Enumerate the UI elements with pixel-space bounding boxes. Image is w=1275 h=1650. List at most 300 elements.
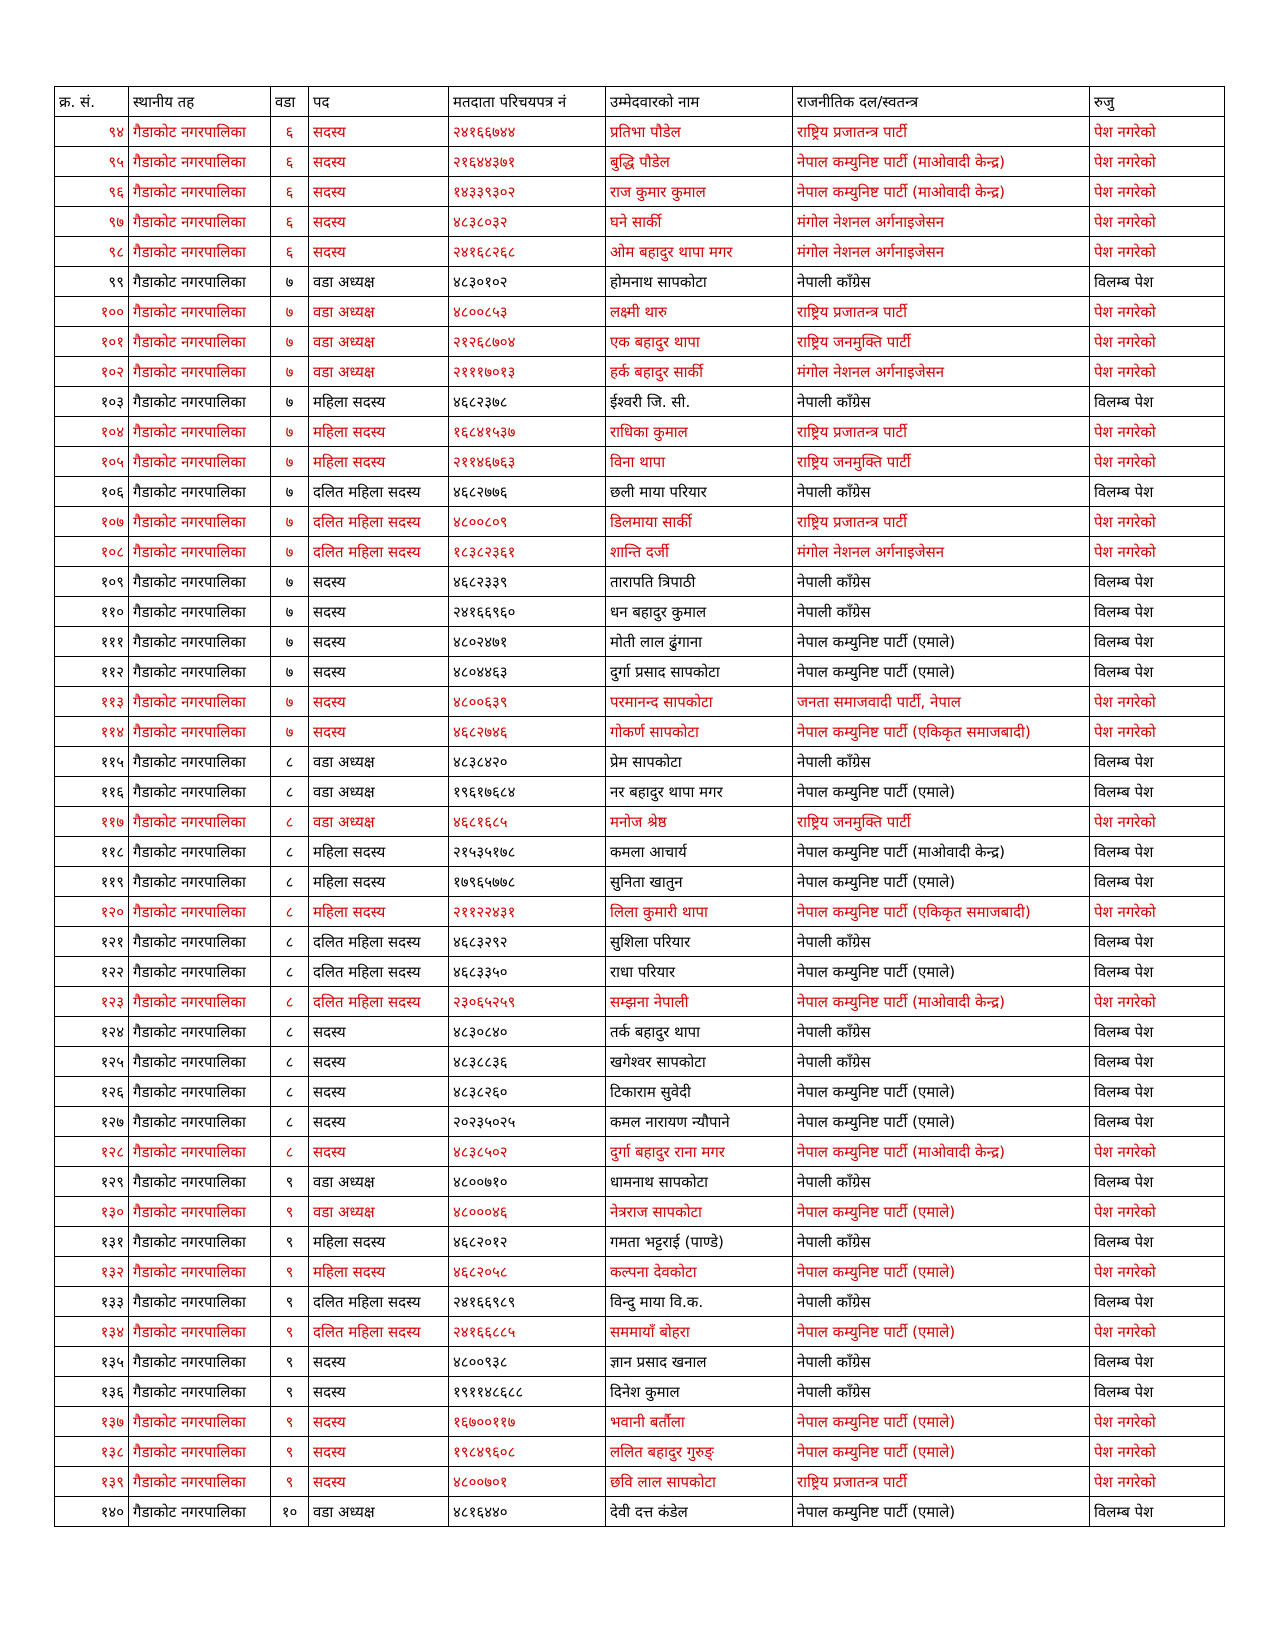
ward-cell: ९ (271, 1257, 309, 1287)
local-level-cell: गैडाकोट नगरपालिका (129, 1287, 271, 1317)
post-cell: दलित महिला सदस्य (309, 957, 449, 987)
ward-cell: ७ (271, 567, 309, 597)
table-row (55, 507, 1225, 537)
post-cell: सदस्य (309, 657, 449, 687)
candidate-name-cell: एक बहादुर थापा (606, 327, 793, 357)
status-cell: विलम्ब पेश (1090, 1167, 1225, 1197)
table-row (55, 1317, 1225, 1347)
party-cell: नेपाल कम्युनिष्ट पार्टी (एमाले) (793, 1107, 1090, 1137)
serial-cell: १२२ (55, 957, 129, 987)
voter-id-cell: ४६८१६८५ (449, 807, 606, 837)
voter-id-cell: ४८३८८३६ (449, 1047, 606, 1077)
party-cell: नेपाली काँग्रेस (793, 1377, 1090, 1407)
serial-cell: ११० (55, 597, 129, 627)
table-row (55, 1047, 1225, 1077)
post-cell: सदस्य (309, 597, 449, 627)
status-cell: पेश नगरेको (1090, 417, 1225, 447)
candidate-name-cell: दुर्गा बहादुर राना मगर (606, 1137, 793, 1167)
voter-id-cell: ४६८२०५८ (449, 1257, 606, 1287)
status-cell: विलम्ब पेश (1090, 627, 1225, 657)
header-local-level: स्थानीय तह (129, 87, 271, 117)
serial-cell: ९८ (55, 237, 129, 267)
header-party: राजनीतिक दल/स्वतन्त्र (793, 87, 1090, 117)
voter-id-cell: ४८३०८४० (449, 1017, 606, 1047)
voter-id-cell: ४६८२०१२ (449, 1227, 606, 1257)
status-cell: विलम्ब पेश (1090, 1287, 1225, 1317)
post-cell: सदस्य (309, 237, 449, 267)
candidate-name-cell: मोती लाल ढुंगाना (606, 627, 793, 657)
table-row (55, 177, 1225, 207)
local-level-cell: गैडाकोट नगरपालिका (129, 987, 271, 1017)
candidate-name-cell: हर्क बहादुर सार्की (606, 357, 793, 387)
ward-cell: १० (271, 1497, 309, 1527)
table-row (55, 1287, 1225, 1317)
party-cell: नेपाल कम्युनिष्ट पार्टी (एमाले) (793, 777, 1090, 807)
voter-id-cell: २१२६८७०४ (449, 327, 606, 357)
ward-cell: ७ (271, 387, 309, 417)
voter-id-cell: २१६४४३७१ (449, 147, 606, 177)
table-row (55, 927, 1225, 957)
serial-cell: १२४ (55, 1017, 129, 1047)
voter-id-cell: २३०६५२५९ (449, 987, 606, 1017)
voter-id-cell: ४८३८०३२ (449, 207, 606, 237)
candidate-name-cell: नर बहादुर थापा मगर (606, 777, 793, 807)
voter-id-cell: १६७००११७ (449, 1407, 606, 1437)
voter-id-cell: ४८००७०१ (449, 1467, 606, 1497)
local-level-cell: गैडाकोट नगरपालिका (129, 1467, 271, 1497)
ward-cell: ८ (271, 957, 309, 987)
ward-cell: ९ (271, 1197, 309, 1227)
candidate-name-cell: धन बहादुर कुमाल (606, 597, 793, 627)
party-cell: नेपाल कम्युनिष्ट पार्टी (एमाले) (793, 1077, 1090, 1107)
status-cell: पेश नगरेको (1090, 117, 1225, 147)
ward-cell: ८ (271, 747, 309, 777)
ward-cell: ७ (271, 297, 309, 327)
serial-cell: १२६ (55, 1077, 129, 1107)
voter-id-cell: ४८१६४४० (449, 1497, 606, 1527)
post-cell: दलित महिला सदस्य (309, 477, 449, 507)
table-row (55, 807, 1225, 837)
candidate-name-cell: विन्दु माया वि.क. (606, 1287, 793, 1317)
table-row (55, 477, 1225, 507)
ward-cell: ९ (271, 1467, 309, 1497)
candidate-name-cell: दुर्गा प्रसाद सापकोटा (606, 657, 793, 687)
post-cell: सदस्य (309, 567, 449, 597)
candidate-name-cell: गमता भट्टराई (पाण्डे) (606, 1227, 793, 1257)
candidate-name-cell: सममायाँ बोहरा (606, 1317, 793, 1347)
candidate-list-document (54, 86, 1224, 1527)
party-cell: मंगोल नेशनल अर्गनाइजेसन (793, 207, 1090, 237)
status-cell: पेश नगरेको (1090, 327, 1225, 357)
party-cell: राष्ट्रिय प्रजातन्त्र पार्टी (793, 297, 1090, 327)
party-cell: नेपाल कम्युनिष्ट पार्टी (एमाले) (793, 867, 1090, 897)
local-level-cell: गैडाकोट नगरपालिका (129, 327, 271, 357)
post-cell: वडा अध्यक्ष (309, 807, 449, 837)
local-level-cell: गैडाकोट नगरपालिका (129, 1407, 271, 1437)
post-cell: सदस्य (309, 1467, 449, 1497)
post-cell: सदस्य (309, 717, 449, 747)
status-cell: पेश नगरेको (1090, 507, 1225, 537)
table-row (55, 867, 1225, 897)
local-level-cell: गैडाकोट नगरपालिका (129, 807, 271, 837)
voter-id-cell: १८३८२३६१ (449, 537, 606, 567)
local-level-cell: गैडाकोट नगरपालिका (129, 1197, 271, 1227)
serial-cell: १०७ (55, 507, 129, 537)
table-row (55, 567, 1225, 597)
post-cell: महिला सदस्य (309, 417, 449, 447)
ward-cell: ८ (271, 1077, 309, 1107)
post-cell: महिला सदस्य (309, 897, 449, 927)
party-cell: नेपाल कम्युनिष्ट पार्टी (माओवादी केन्द्र) (793, 177, 1090, 207)
serial-cell: १०० (55, 297, 129, 327)
local-level-cell: गैडाकोट नगरपालिका (129, 567, 271, 597)
voter-id-cell: ४६८३३५० (449, 957, 606, 987)
voter-id-cell: ४८३८४२० (449, 747, 606, 777)
post-cell: दलित महिला सदस्य (309, 987, 449, 1017)
status-cell: विलम्ब पेश (1090, 1497, 1225, 1527)
party-cell: नेपाली काँग्रेस (793, 1047, 1090, 1077)
post-cell: सदस्य (309, 1077, 449, 1107)
serial-cell: १३१ (55, 1227, 129, 1257)
candidate-name-cell: नेत्रराज सापकोटा (606, 1197, 793, 1227)
candidate-name-cell: डिलमाया सार्की (606, 507, 793, 537)
local-level-cell: गैडाकोट नगरपालिका (129, 1437, 271, 1467)
local-level-cell: गैडाकोट नगरपालिका (129, 1047, 271, 1077)
serial-cell: ११५ (55, 747, 129, 777)
voter-id-cell: २११४६७६३ (449, 447, 606, 477)
party-cell: नेपाल कम्युनिष्ट पार्टी (माओवादी केन्द्र) (793, 837, 1090, 867)
party-cell: राष्ट्रिय प्रजातन्त्र पार्टी (793, 507, 1090, 537)
party-cell: नेपाल कम्युनिष्ट पार्टी (एमाले) (793, 1497, 1090, 1527)
serial-cell: १०३ (55, 387, 129, 417)
serial-cell: ११९ (55, 867, 129, 897)
ward-cell: ९ (271, 1227, 309, 1257)
post-cell: सदस्य (309, 117, 449, 147)
post-cell: सदस्य (309, 1047, 449, 1077)
status-cell: विलम्ब पेश (1090, 1047, 1225, 1077)
party-cell: नेपाली काँग्रेस (793, 747, 1090, 777)
party-cell: नेपाल कम्युनिष्ट पार्टी (माओवादी केन्द्र) (793, 1137, 1090, 1167)
candidate-name-cell: विना थापा (606, 447, 793, 477)
ward-cell: ८ (271, 897, 309, 927)
post-cell: वडा अध्यक्ष (309, 1497, 449, 1527)
party-cell: नेपाली काँग्रेस (793, 267, 1090, 297)
serial-cell: ९४ (55, 117, 129, 147)
serial-cell: १३६ (55, 1377, 129, 1407)
voter-id-cell: ४६८२७७६ (449, 477, 606, 507)
post-cell: सदस्य (309, 687, 449, 717)
ward-cell: ९ (271, 1167, 309, 1197)
post-cell: महिला सदस्य (309, 867, 449, 897)
post-cell: महिला सदस्य (309, 1227, 449, 1257)
party-cell: राष्ट्रिय जनमुक्ति पार्टी (793, 327, 1090, 357)
ward-cell: ६ (271, 117, 309, 147)
post-cell: वडा अध्यक्ष (309, 357, 449, 387)
table-row (55, 1377, 1225, 1407)
table-row (55, 777, 1225, 807)
candidate-name-cell: कमल नारायण न्यौपाने (606, 1107, 793, 1137)
ward-cell: ८ (271, 1107, 309, 1137)
local-level-cell: गैडाकोट नगरपालिका (129, 717, 271, 747)
local-level-cell: गैडाकोट नगरपालिका (129, 477, 271, 507)
table-row (55, 747, 1225, 777)
serial-cell: १०९ (55, 567, 129, 597)
candidate-name-cell: होमनाथ सापकोटा (606, 267, 793, 297)
table-row (55, 957, 1225, 987)
voter-id-cell: १४३३९३०२ (449, 177, 606, 207)
serial-cell: १३८ (55, 1437, 129, 1467)
party-cell: राष्ट्रिय जनमुक्ति पार्टी (793, 447, 1090, 477)
table-row (55, 537, 1225, 567)
post-cell: सदस्य (309, 1407, 449, 1437)
post-cell: सदस्य (309, 1437, 449, 1467)
voter-id-cell: ४६८२३३९ (449, 567, 606, 597)
local-level-cell: गैडाकोट नगरपालिका (129, 1167, 271, 1197)
candidate-name-cell: कमला आचार्य (606, 837, 793, 867)
table-row (55, 1497, 1225, 1527)
status-cell: पेश नगरेको (1090, 1257, 1225, 1287)
status-cell: पेश नगरेको (1090, 1317, 1225, 1347)
ward-cell: ९ (271, 1377, 309, 1407)
serial-cell: १२५ (55, 1047, 129, 1077)
serial-cell: ९५ (55, 147, 129, 177)
local-level-cell: गैडाकोट नगरपालिका (129, 207, 271, 237)
party-cell: राष्ट्रिय प्रजातन्त्र पार्टी (793, 417, 1090, 447)
post-cell: दलित महिला सदस्य (309, 507, 449, 537)
status-cell: पेश नगरेको (1090, 147, 1225, 177)
table-row (55, 207, 1225, 237)
ward-cell: ९ (271, 1287, 309, 1317)
party-cell: नेपाली काँग्रेस (793, 927, 1090, 957)
party-cell: नेपाली काँग्रेस (793, 567, 1090, 597)
serial-cell: १०५ (55, 447, 129, 477)
ward-cell: ७ (271, 327, 309, 357)
voter-id-cell: ४८०२४७१ (449, 627, 606, 657)
local-level-cell: गैडाकोट नगरपालिका (129, 177, 271, 207)
local-level-cell: गैडाकोट नगरपालिका (129, 387, 271, 417)
serial-cell: १२३ (55, 987, 129, 1017)
local-level-cell: गैडाकोट नगरपालिका (129, 1077, 271, 1107)
table-row (55, 1167, 1225, 1197)
status-cell: पेश नगरेको (1090, 357, 1225, 387)
party-cell: नेपाल कम्युनिष्ट पार्टी (एकिकृत समाजबादी) (793, 717, 1090, 747)
status-cell: विलम्ब पेश (1090, 1377, 1225, 1407)
serial-cell: ११३ (55, 687, 129, 717)
party-cell: नेपाल कम्युनिष्ट पार्टी (एमाले) (793, 1407, 1090, 1437)
voter-id-cell: ४८००८०९ (449, 507, 606, 537)
voter-id-cell: ४८०४४६३ (449, 657, 606, 687)
voter-id-cell: २१११७०१३ (449, 357, 606, 387)
ward-cell: ७ (271, 687, 309, 717)
table-row (55, 447, 1225, 477)
status-cell: पेश नगरेको (1090, 537, 1225, 567)
ward-cell: ८ (271, 807, 309, 837)
local-level-cell: गैडाकोट नगरपालिका (129, 1347, 271, 1377)
candidate-name-cell: शान्ति दर्जी (606, 537, 793, 567)
status-cell: विलम्ब पेश (1090, 387, 1225, 417)
local-level-cell: गैडाकोट नगरपालिका (129, 147, 271, 177)
table-row (55, 1437, 1225, 1467)
table-row (55, 327, 1225, 357)
status-cell: विलम्ब पेश (1090, 597, 1225, 627)
voter-id-cell: २४१६६९८९ (449, 1287, 606, 1317)
ward-cell: ७ (271, 357, 309, 387)
party-cell: नेपाल कम्युनिष्ट पार्टी (एमाले) (793, 1197, 1090, 1227)
header-serial: क्र. सं. (55, 87, 129, 117)
party-cell: नेपाली काँग्रेस (793, 1167, 1090, 1197)
local-level-cell: गैडाकोट नगरपालिका (129, 597, 271, 627)
status-cell: पेश नगरेको (1090, 1407, 1225, 1437)
table-row (55, 237, 1225, 267)
ward-cell: ८ (271, 1047, 309, 1077)
candidate-name-cell: ललित बहादुर गुरुङ् (606, 1437, 793, 1467)
post-cell: सदस्य (309, 207, 449, 237)
serial-cell: १२१ (55, 927, 129, 957)
serial-cell: १२९ (55, 1167, 129, 1197)
table-row (55, 1467, 1225, 1497)
post-cell: सदस्य (309, 177, 449, 207)
voter-id-cell: ४८००८५३ (449, 297, 606, 327)
candidate-name-cell: टिकाराम सुवेदी (606, 1077, 793, 1107)
status-cell: विलम्ब पेश (1090, 1107, 1225, 1137)
table-row (55, 267, 1225, 297)
status-cell: पेश नगरेको (1090, 1467, 1225, 1497)
candidate-name-cell: प्रतिभा पौडेल (606, 117, 793, 147)
status-cell: पेश नगरेको (1090, 237, 1225, 267)
candidate-name-cell: सुनिता खातुन (606, 867, 793, 897)
status-cell: पेश नगरेको (1090, 897, 1225, 927)
status-cell: विलम्ब पेश (1090, 1077, 1225, 1107)
post-cell: सदस्य (309, 627, 449, 657)
ward-cell: ६ (271, 207, 309, 237)
party-cell: मंगोल नेशनल अर्गनाइजेसन (793, 357, 1090, 387)
serial-cell: ९९ (55, 267, 129, 297)
table-row (55, 627, 1225, 657)
header-candidate-name: उम्मेदवारको नाम (606, 87, 793, 117)
serial-cell: १२८ (55, 1137, 129, 1167)
voter-id-cell: ४६८२३७८ (449, 387, 606, 417)
post-cell: सदस्य (309, 1347, 449, 1377)
local-level-cell: गैडाकोट नगरपालिका (129, 957, 271, 987)
local-level-cell: गैडाकोट नगरपालिका (129, 417, 271, 447)
party-cell: मंगोल नेशनल अर्गनाइजेसन (793, 237, 1090, 267)
serial-cell: ११७ (55, 807, 129, 837)
party-cell: नेपाली काँग्रेस (793, 477, 1090, 507)
ward-cell: ८ (271, 1017, 309, 1047)
party-cell: नेपाली काँग्रेस (793, 1227, 1090, 1257)
serial-cell: ११४ (55, 717, 129, 747)
party-cell: राष्ट्रिय जनमुक्ति पार्टी (793, 807, 1090, 837)
ward-cell: ७ (271, 657, 309, 687)
voter-id-cell: २४१६६९६० (449, 597, 606, 627)
candidate-name-cell: सम्झना नेपाली (606, 987, 793, 1017)
local-level-cell: गैडाकोट नगरपालिका (129, 1257, 271, 1287)
table-row (55, 1347, 1225, 1377)
serial-cell: ११८ (55, 837, 129, 867)
ward-cell: ६ (271, 147, 309, 177)
local-level-cell: गैडाकोट नगरपालिका (129, 447, 271, 477)
party-cell: नेपाल कम्युनिष्ट पार्टी (एमाले) (793, 1257, 1090, 1287)
table-row (55, 1197, 1225, 1227)
voter-id-cell: ४८३८२६० (449, 1077, 606, 1107)
candidate-name-cell: छली माया परियार (606, 477, 793, 507)
status-cell: विलम्ब पेश (1090, 837, 1225, 867)
candidate-name-cell: तारापति त्रिपाठी (606, 567, 793, 597)
serial-cell: ११२ (55, 657, 129, 687)
status-cell: पेश नगरेको (1090, 1137, 1225, 1167)
ward-cell: ७ (271, 477, 309, 507)
status-cell: पेश नगरेको (1090, 177, 1225, 207)
ward-cell: ८ (271, 1137, 309, 1167)
local-level-cell: गैडाकोट नगरपालिका (129, 777, 271, 807)
status-cell: पेश नगरेको (1090, 807, 1225, 837)
candidate-name-cell: परमानन्द सापकोटा (606, 687, 793, 717)
ward-cell: ७ (271, 507, 309, 537)
status-cell: पेश नगरेको (1090, 987, 1225, 1017)
serial-cell: १०२ (55, 357, 129, 387)
party-cell: नेपाल कम्युनिष्ट पार्टी (एमाले) (793, 1437, 1090, 1467)
status-cell: पेश नगरेको (1090, 1437, 1225, 1467)
local-level-cell: गैडाकोट नगरपालिका (129, 1227, 271, 1257)
candidate-table (54, 86, 1225, 1527)
candidate-name-cell: कल्पना देवकोटा (606, 1257, 793, 1287)
voter-id-cell: १९८४९६०८ (449, 1437, 606, 1467)
status-cell: विलम्ब पेश (1090, 567, 1225, 597)
post-cell: सदस्य (309, 1377, 449, 1407)
serial-cell: १३४ (55, 1317, 129, 1347)
voter-id-cell: ४६८२७४६ (449, 717, 606, 747)
local-level-cell: गैडाकोट नगरपालिका (129, 117, 271, 147)
candidate-name-cell: दिनेश कुमाल (606, 1377, 793, 1407)
status-cell: विलम्ब पेश (1090, 927, 1225, 957)
table-row (55, 1407, 1225, 1437)
serial-cell: १२० (55, 897, 129, 927)
candidate-name-cell: खगेश्वर सापकोटा (606, 1047, 793, 1077)
table-row (55, 117, 1225, 147)
status-cell: पेश नगरेको (1090, 687, 1225, 717)
table-row (55, 897, 1225, 927)
table-row (55, 837, 1225, 867)
table-row (55, 987, 1225, 1017)
status-cell: विलम्ब पेश (1090, 1227, 1225, 1257)
status-cell: पेश नगरेको (1090, 297, 1225, 327)
table-row (55, 147, 1225, 177)
post-cell: सदस्य (309, 1137, 449, 1167)
voter-id-cell: १७९६५७७८ (449, 867, 606, 897)
table-row (55, 1077, 1225, 1107)
table-row (55, 687, 1225, 717)
table-row (55, 1107, 1225, 1137)
local-level-cell: गैडाकोट नगरपालिका (129, 297, 271, 327)
candidate-name-cell: सुशिला परियार (606, 927, 793, 957)
party-cell: राष्ट्रिय प्रजातन्त्र पार्टी (793, 117, 1090, 147)
serial-cell: १११ (55, 627, 129, 657)
serial-cell: १३५ (55, 1347, 129, 1377)
local-level-cell: गैडाकोट नगरपालिका (129, 927, 271, 957)
table-row (55, 1227, 1225, 1257)
local-level-cell: गैडाकोट नगरपालिका (129, 237, 271, 267)
ward-cell: ८ (271, 777, 309, 807)
local-level-cell: गैडाकोट नगरपालिका (129, 1137, 271, 1167)
voter-id-cell: २११२२४३१ (449, 897, 606, 927)
ward-cell: ७ (271, 417, 309, 447)
candidate-name-cell: बुद्धि पौडेल (606, 147, 793, 177)
ward-cell: ७ (271, 717, 309, 747)
voter-id-cell: २४१६६७४४ (449, 117, 606, 147)
local-level-cell: गैडाकोट नगरपालिका (129, 747, 271, 777)
post-cell: वडा अध्यक्ष (309, 1197, 449, 1227)
candidate-name-cell: घने सार्की (606, 207, 793, 237)
